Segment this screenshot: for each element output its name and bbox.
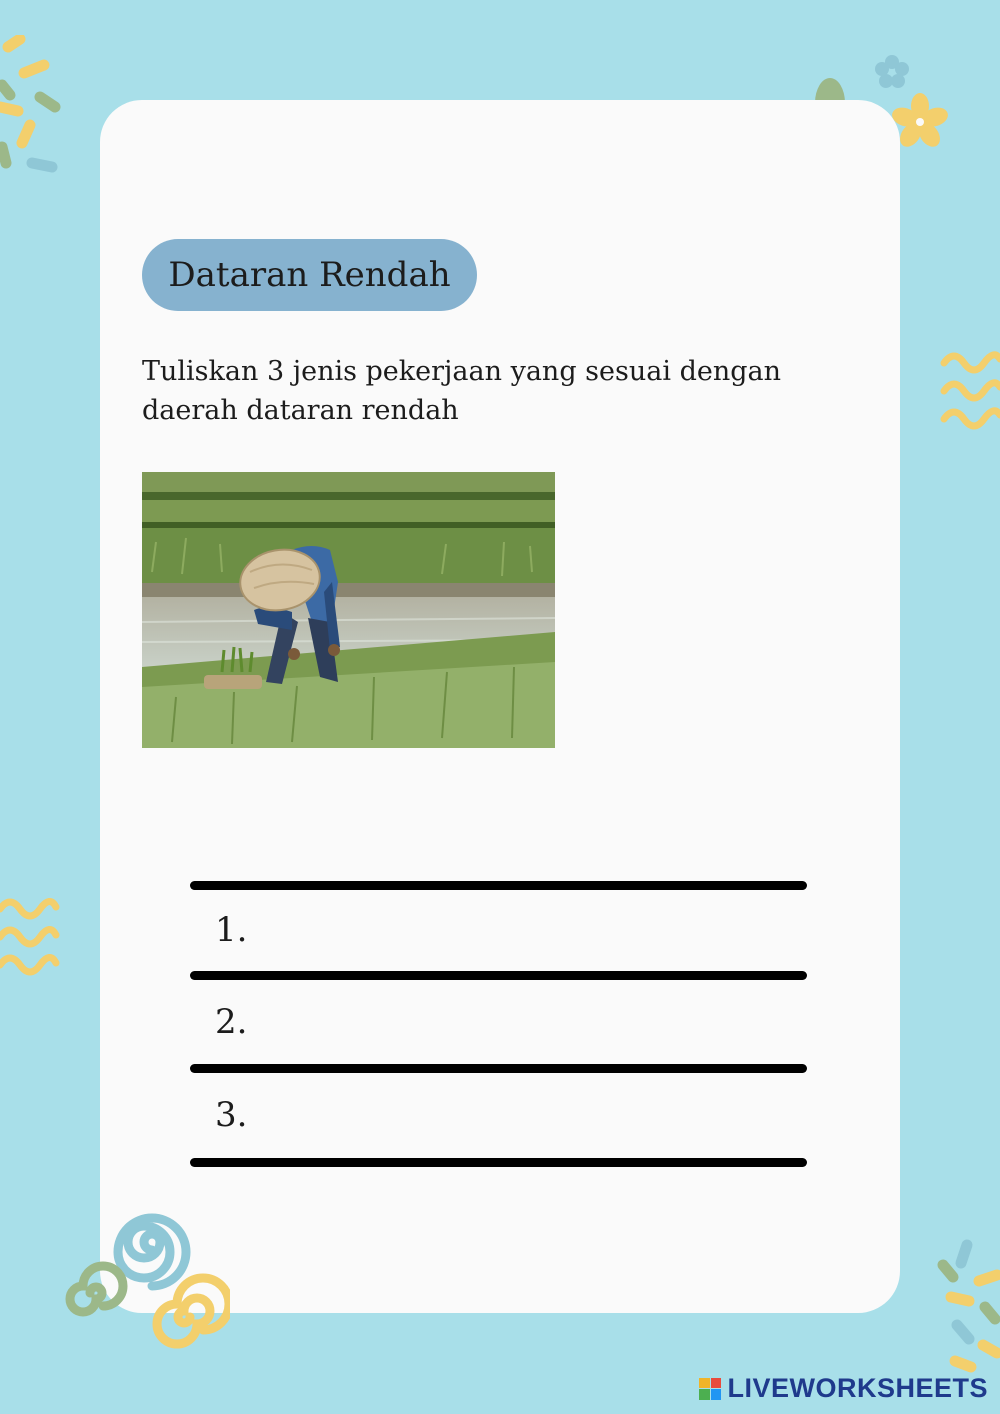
answer-number-1: 1. [215, 910, 248, 950]
instruction-text: Tuliskan 3 jenis pekerjaan yang sesuai dengan daerah dataran rendah [142, 356, 781, 426]
answer-input-3[interactable] [260, 1082, 800, 1152]
sprinkles-top-left-decoration [0, 35, 70, 180]
answer-line-3 [190, 1158, 807, 1167]
page-title: Dataran Rendah [142, 239, 477, 311]
answer-line-top [190, 881, 807, 890]
answer-number-2: 2. [215, 1002, 248, 1042]
waves-left-decoration [0, 895, 62, 995]
spirals-decoration [60, 1205, 230, 1365]
answer-input-1[interactable] [260, 897, 800, 967]
rice-farmer-image [142, 472, 555, 748]
liveworksheets-logo-icon [699, 1378, 721, 1400]
liveworksheets-brand-text: LIVEWORKSHEETS [727, 1373, 988, 1403]
sprinkles-bottom-right-decoration [935, 1235, 1000, 1385]
answer-input-2[interactable] [260, 990, 800, 1060]
waves-right-decoration [938, 345, 1000, 445]
answer-line-1 [190, 971, 807, 980]
answer-number-3: 3. [215, 1095, 248, 1135]
answer-line-2 [190, 1064, 807, 1073]
liveworksheets-logo [699, 1373, 988, 1404]
